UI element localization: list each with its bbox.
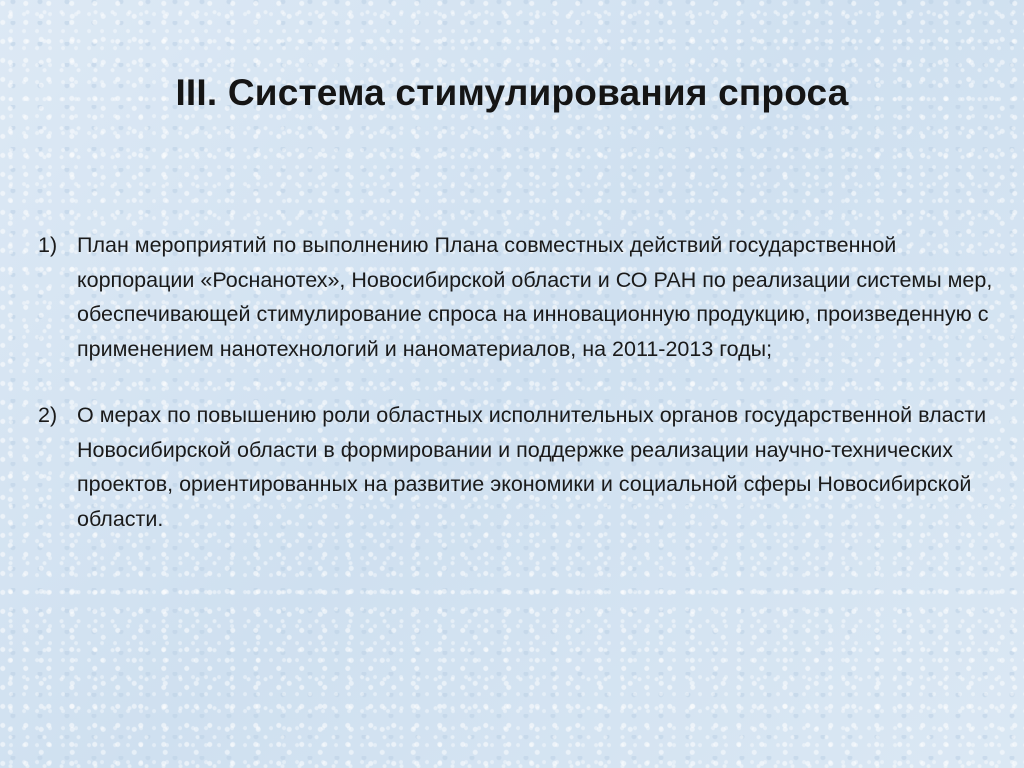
list-item: [38, 398, 1008, 536]
numbered-list: [38, 228, 1008, 568]
list-item-number: 2): [38, 403, 58, 427]
list-item-text: О мерах по повышению роли областных исполнительных органов государственной власти Новосибирской области в формировании и поддержке реализации научно-технических проектов, ориентированных на развитие экономики и социальной сферы Новосибирской области.: [77, 403, 987, 531]
list-item-number: 1): [38, 233, 58, 257]
list-item-text: План мероприятий по выполнению Плана совместных действий государственной корпорации «Роснанотех», Новосибирской области и СО РАН по реализации системы мер, обеспечивающей стимулирование спроса на инновационную продукцию, произведенную с применением нанотехнологий и наноматериалов, на 2011-2013 годы;: [77, 233, 993, 361]
slide-title: III. Система стимулирования спроса: [175, 72, 849, 113]
list-item: [38, 228, 1008, 366]
